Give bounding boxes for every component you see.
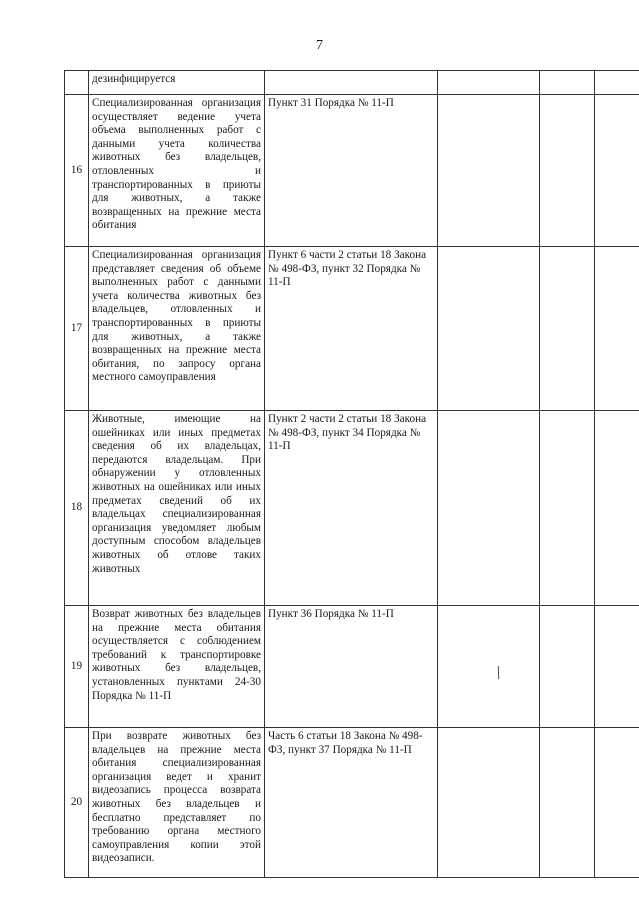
answer-cell xyxy=(438,606,540,728)
stray-pen-mark: ╱ xyxy=(493,667,505,680)
answer-cell xyxy=(595,728,639,878)
table-row xyxy=(65,606,639,728)
requirement-cell: дезинфицируется xyxy=(89,71,265,95)
requirement-cell: При возврате животных без владельцев на прежние места обитания специализированная организация ведет и хранит видеозапись процесса возврата животных без владельцев и бесплатно представляет по требованию органа местного самоуправления копии этой видеозаписи. xyxy=(89,728,265,878)
answer-cell xyxy=(438,411,540,606)
row-number-cell: 19 xyxy=(65,606,89,728)
row-number-cell: 17 xyxy=(65,247,89,411)
row-number-cell xyxy=(65,71,89,95)
reference-cell: Пункт 31 Порядка № 11-П xyxy=(265,95,438,247)
row-number-cell: 20 xyxy=(65,728,89,878)
row-number-cell: 16 xyxy=(65,95,89,247)
page-number: 7 xyxy=(316,38,323,53)
answer-cell xyxy=(540,95,595,247)
reference-cell: Часть 6 статьи 18 Закона № 498-ФЗ, пункт 37 Порядка № 11-П xyxy=(265,728,438,878)
answer-cell xyxy=(438,95,540,247)
requirement-cell: Специализированная организация представляет сведения об объеме выполненных работ с данными учета количества животных без владельцев, отловленных и транспортированных в приюты для животных, а также возвращенных на прежние места обитания, по запросу органа местного самоуправления xyxy=(89,247,265,411)
answer-cell xyxy=(438,71,540,95)
reference-cell xyxy=(265,71,438,95)
reference-cell: Пункт 36 Порядка № 11-П xyxy=(265,606,438,728)
answer-cell xyxy=(595,71,639,95)
answer-cell xyxy=(540,411,595,606)
answer-cell xyxy=(540,728,595,878)
reference-cell: Пункт 6 части 2 статьи 18 Закона № 498-ФЗ, пункт 32 Порядка № 11-П xyxy=(265,247,438,411)
table-row xyxy=(65,95,639,247)
checklist-table xyxy=(64,70,639,878)
answer-cell xyxy=(438,247,540,411)
requirement-cell: Возврат животных без владельцев на прежние места обитания осуществляется с соблюдением требований к транспортировке животных без владельцев, установленных пунктами 24-30 Порядка № 11-П xyxy=(89,606,265,728)
reference-cell: Пункт 2 части 2 статьи 18 Закона № 498-ФЗ, пункт 34 Порядка № 11-П xyxy=(265,411,438,606)
table-row xyxy=(65,247,639,411)
answer-cell xyxy=(595,606,639,728)
row-number-cell: 18 xyxy=(65,411,89,606)
answer-cell xyxy=(595,247,639,411)
table-row xyxy=(65,728,639,878)
answer-cell xyxy=(540,71,595,95)
requirement-cell: Животные, имеющие на ошейниках или иных предметах сведения об их владельцах, передаются владельцам. При обнаружении у отловленных животных на ошейниках или иных предметах сведений об их владельцах специализированная организация уведомляет любым доступным способом владельцев животных об отлове таких животных xyxy=(89,411,265,606)
answer-cell xyxy=(595,95,639,247)
answer-cell xyxy=(438,728,540,878)
answer-cell xyxy=(595,411,639,606)
table-row xyxy=(65,71,639,95)
table-row xyxy=(65,411,639,606)
answer-cell xyxy=(540,606,595,728)
requirement-cell: Специализированная организация осуществляет ведение учета объема выполненных работ с данными учета количества животных без владельцев, отловленных и транспортированных в приюты для животных, а также возвращенных на прежние места обитания xyxy=(89,95,265,247)
answer-cell xyxy=(540,247,595,411)
